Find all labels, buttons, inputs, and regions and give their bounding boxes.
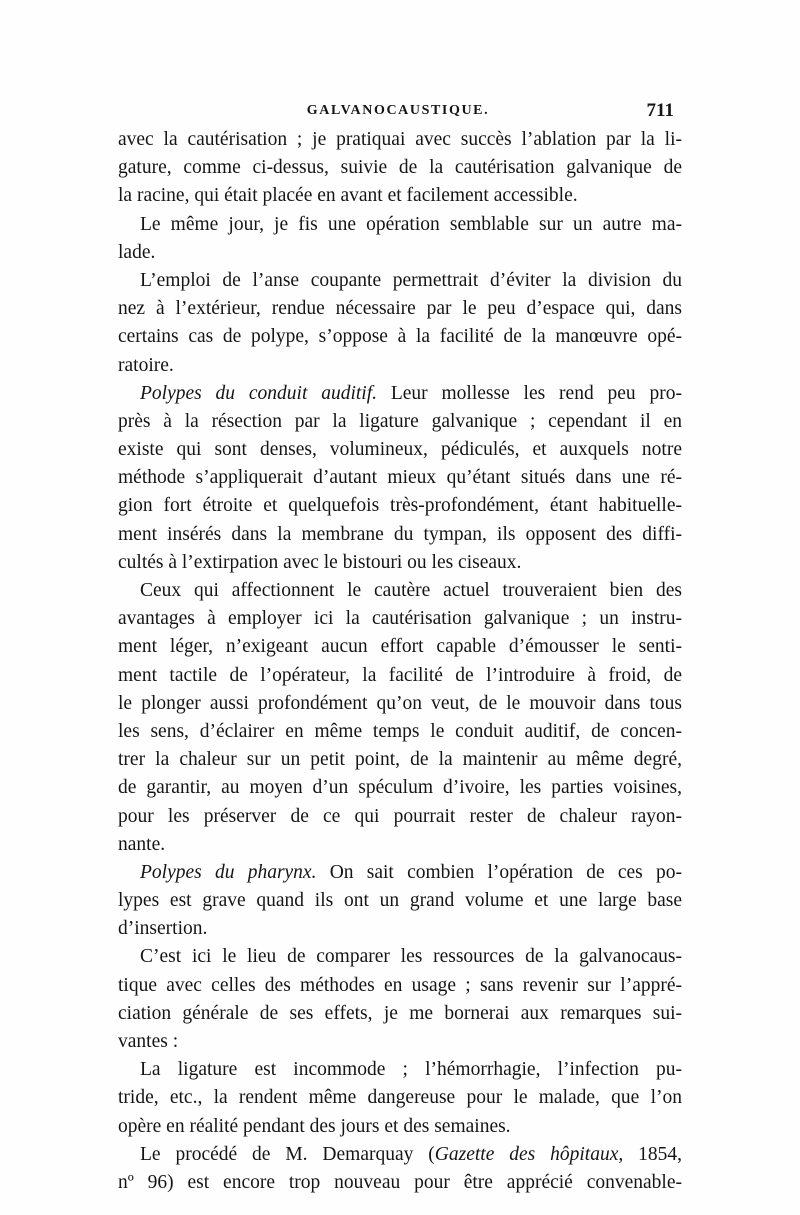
line-text: d’insertion. [118,918,208,940]
text-line [118,803,682,831]
text-line [118,605,682,633]
line-text: près à la résection par la ligature galvanique ; cependant il en [118,410,682,432]
text-line [118,577,682,605]
line-text: méthode s’appliquerait d’autant mieux qu’étant situés dans une ré- [118,467,682,489]
italic-heading-text: Polypes du conduit auditif. [140,382,378,404]
line-text: trer la chaleur sur un petit point, de la maintenir au même degré, [118,749,682,771]
text-line [118,436,682,464]
italic-heading-text: Gazette des hôpitaux, [434,1143,624,1165]
line-text: C’est ici le lieu de comparer les ressources de la galvanocaus- [140,946,682,968]
line-text: gature, comme ci-dessus, suivie de la cautérisation galvanique de [118,157,682,179]
line-text: de garantir, au moyen d’un spéculum d’ivoire, les parties voisines, [118,777,682,799]
text-line [118,1000,682,1028]
text-line [118,972,682,1000]
text-line [118,690,682,718]
text-line [118,352,682,380]
line-text: Le procédé de M. Demarquay ( [140,1143,435,1165]
text-line [118,323,682,351]
running-title: GALVANOCAUSTIQUE. [306,103,490,118]
text-line [118,1084,682,1112]
text-line [118,408,682,436]
text-line [118,239,682,267]
text-line [118,831,682,859]
line-text: avantages à employer ici la cautérisation galvanique ; un instru- [118,608,682,630]
line-text: Ceux qui affectionnent le cautère actuel trouveraient bien des [140,580,682,601]
line-text: ment léger, n’exigeant aucun effort capable d’émousser le senti- [118,636,682,658]
line-text: gion fort étroite et quelquefois très-profondément, étant habituelle- [118,495,682,517]
line-text: ciation générale de ses effets, je me bornerai aux remarques sui- [118,1002,682,1024]
text-line [118,1056,682,1084]
text-line [118,521,682,549]
text-line [118,126,682,154]
line-text: lypes est grave quand ils ont un grand volume et une large base [118,890,682,912]
text-line [118,1028,682,1056]
line-text: le plonger aussi profondément qu’on veut, de le mouvoir dans tous [118,692,682,714]
text-line [118,746,682,774]
line-text: Le même jour, je fis une opération semblable sur un autre ma- [140,213,682,235]
text-line [118,182,682,210]
line-text: la racine, qui était placée en avant et facilement accessible. [118,185,578,207]
text-line [118,859,682,887]
text-line [118,887,682,915]
line-text: L’emploi de l’anse coupante permettrait d’éviter la division du [140,269,682,291]
text-line [118,718,682,746]
text-line [118,1113,682,1141]
text-line [118,774,682,802]
line-text: On sait combien l’opération de ces po- [316,861,682,883]
line-text: vantes : [118,1031,179,1052]
body-text [118,126,682,1197]
text-line [118,380,682,408]
text-line [118,1141,682,1169]
line-text: lade. [118,241,156,263]
line-text: tique avec celles des méthodes en usage ; sans revenir sur l’appré- [118,974,682,996]
text-line [118,267,682,295]
running-head [118,96,678,126]
line-text: tride, etc., la rendent même dangereuse pour le malade, que l’on [118,1087,682,1109]
line-text: les sens, d’éclairer en même temps le conduit auditif, de concen- [118,720,682,742]
line-text: nº 96) est encore trop nouveau pour être apprécié convenable- [118,1171,682,1193]
line-text: Leur mollesse les rend peu pro- [377,382,682,404]
text-line [118,549,682,577]
text-line [118,464,682,492]
line-text: certains cas de polype, s’oppose à la facilité de la manœuvre opé- [118,326,682,348]
text-line [118,295,682,323]
line-text: avec la cautérisation ; je pratiquai avec succès l’ablation par la li- [118,129,682,150]
page-number: 711 [646,100,674,121]
line-text: existe qui sont denses, volumineux, pédiculés, et auxquels notre [118,439,682,461]
text-line [118,662,682,690]
line-text: pour les préserver de ce qui pourrait rester de chaleur rayon- [118,805,682,827]
line-text: ment insérés dans la membrane du tympan, ils opposent des diffi- [118,523,682,545]
line-text: ment tactile de l’opérateur, la facilité de l’introduire à froid, de [118,664,682,686]
line-text: La ligature est incommode ; l’hémorrhagie, l’infection pu- [140,1059,682,1081]
text-line [118,915,682,943]
line-text: 1854, [623,1143,682,1165]
text-line [118,154,682,182]
text-line [118,492,682,520]
line-text: opère en réalité pendant des jours et des semaines. [118,1115,511,1137]
text-line [118,633,682,661]
line-text: ratoire. [118,354,174,376]
line-text: nez à l’extérieur, rendue nécessaire par le peu d’espace qui, dans [118,298,682,320]
italic-heading-text: Polypes du pharynx. [140,861,317,883]
line-text: nante. [118,833,166,855]
text-line [118,211,682,239]
text-line [118,1169,682,1197]
line-text: cultés à l’extirpation avec le bistouri ou les ciseaux. [118,551,522,573]
text-line [118,943,682,971]
